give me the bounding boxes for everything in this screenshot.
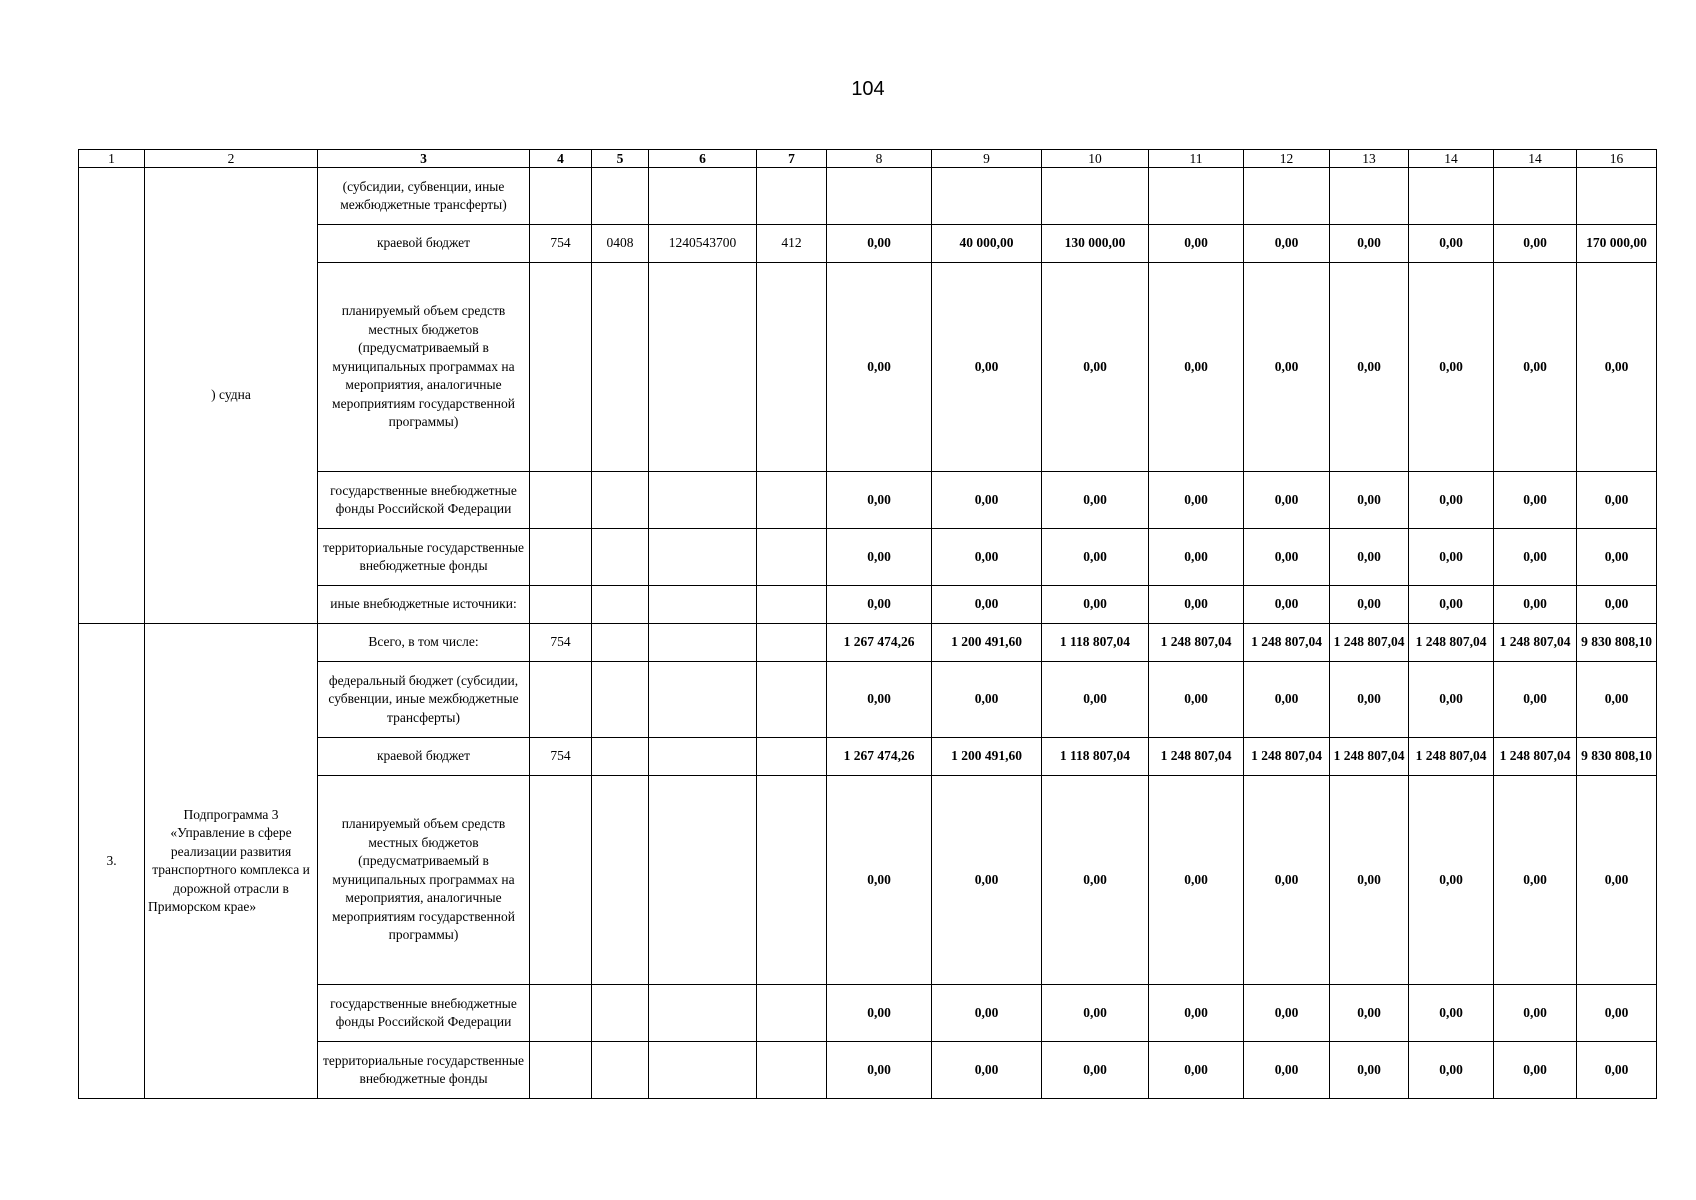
value-cell: 0,00 [1244, 776, 1330, 985]
value-cell: 0,00 [827, 985, 932, 1042]
value-cell: 1 267 474,26 [827, 624, 932, 662]
value-cell: 0,00 [827, 586, 932, 624]
value-cell: 0,00 [1409, 263, 1494, 472]
value-cell: 0,00 [1149, 529, 1244, 586]
code-cell [530, 168, 592, 225]
value-cell [1042, 168, 1149, 225]
value-cell: 0,00 [1494, 225, 1577, 263]
value-cell: 0,00 [1577, 1042, 1657, 1099]
code-cell [530, 586, 592, 624]
value-cell: 0,00 [932, 529, 1042, 586]
code-cell [649, 738, 757, 776]
value-cell [1577, 168, 1657, 225]
value-cell: 0,00 [1042, 472, 1149, 529]
code-cell [757, 985, 827, 1042]
value-cell: 0,00 [1409, 586, 1494, 624]
value-cell: 0,00 [1577, 263, 1657, 472]
value-cell: 0,00 [1244, 586, 1330, 624]
value-cell: 0,00 [1577, 776, 1657, 985]
table-row [79, 624, 1657, 662]
value-cell: 1 248 807,04 [1330, 624, 1409, 662]
funding-source-cell: (субсидии, субвенции, иные межбюджетные трансферты) [318, 168, 530, 225]
header-cell: 14 [1494, 150, 1577, 168]
value-cell: 0,00 [932, 586, 1042, 624]
value-cell: 0,00 [1244, 1042, 1330, 1099]
value-cell: 1 118 807,04 [1042, 624, 1149, 662]
funding-source-cell: государственные внебюджетные фонды Российской Федерации [318, 985, 530, 1042]
value-cell: 0,00 [1330, 985, 1409, 1042]
code-cell [592, 1042, 649, 1099]
value-cell: 0,00 [1244, 529, 1330, 586]
value-cell: 0,00 [1149, 1042, 1244, 1099]
value-cell: 0,00 [1577, 472, 1657, 529]
value-cell [1409, 168, 1494, 225]
value-cell: 0,00 [1409, 225, 1494, 263]
funding-source-cell: иные внебюджетные источники: [318, 586, 530, 624]
value-cell: 1 248 807,04 [1149, 738, 1244, 776]
row-number-cell: 3. [79, 624, 145, 1099]
funding-source-cell: краевой бюджет [318, 225, 530, 263]
funding-source-cell: федеральный бюджет (субсидии, субвенции, иные межбюджетные трансферты) [318, 662, 530, 738]
value-cell: 0,00 [1330, 529, 1409, 586]
value-cell: 0,00 [1330, 225, 1409, 263]
value-cell [1330, 168, 1409, 225]
code-cell [649, 985, 757, 1042]
value-cell: 0,00 [1149, 225, 1244, 263]
code-cell [649, 529, 757, 586]
header-cell: 13 [1330, 150, 1409, 168]
value-cell: 0,00 [1149, 776, 1244, 985]
code-cell [757, 738, 827, 776]
value-cell: 0,00 [1244, 985, 1330, 1042]
value-cell: 0,00 [1409, 662, 1494, 738]
code-cell [530, 1042, 592, 1099]
value-cell: 0,00 [827, 662, 932, 738]
value-cell: 1 118 807,04 [1042, 738, 1149, 776]
code-cell [757, 263, 827, 472]
value-cell: 1 248 807,04 [1244, 738, 1330, 776]
value-cell: 0,00 [1244, 263, 1330, 472]
header-cell: 2 [145, 150, 318, 168]
code-cell [649, 168, 757, 225]
value-cell: 0,00 [1042, 776, 1149, 985]
value-cell: 0,00 [1149, 263, 1244, 472]
value-cell: 0,00 [1494, 776, 1577, 985]
code-cell [757, 1042, 827, 1099]
code-cell [757, 529, 827, 586]
value-cell: 0,00 [827, 529, 932, 586]
value-cell: 0,00 [1244, 662, 1330, 738]
header-cell: 11 [1149, 150, 1244, 168]
value-cell: 0,00 [1577, 529, 1657, 586]
value-cell: 1 248 807,04 [1244, 624, 1330, 662]
code-cell [530, 263, 592, 472]
value-cell: 1 248 807,04 [1409, 624, 1494, 662]
value-cell: 1 267 474,26 [827, 738, 932, 776]
value-cell: 0,00 [1330, 1042, 1409, 1099]
value-cell: 0,00 [1494, 985, 1577, 1042]
value-cell: 0,00 [1042, 985, 1149, 1042]
value-cell: 9 830 808,10 [1577, 738, 1657, 776]
code-cell [649, 586, 757, 624]
value-cell: 0,00 [1494, 586, 1577, 624]
value-cell: 0,00 [1042, 586, 1149, 624]
value-cell: 0,00 [1149, 472, 1244, 529]
value-cell: 0,00 [1330, 263, 1409, 472]
code-cell [592, 738, 649, 776]
code-cell [592, 472, 649, 529]
value-cell: 0,00 [1494, 529, 1577, 586]
header-cell: 10 [1042, 150, 1149, 168]
funding-source-cell: государственные внебюджетные фонды Российской Федерации [318, 472, 530, 529]
code-cell [757, 472, 827, 529]
code-cell [649, 624, 757, 662]
code-cell [592, 529, 649, 586]
value-cell: 1 200 491,60 [932, 738, 1042, 776]
page-number: 104 [851, 78, 885, 100]
code-cell [757, 624, 827, 662]
value-cell: 0,00 [1149, 586, 1244, 624]
value-cell [827, 168, 932, 225]
code-cell [592, 263, 649, 472]
code-cell: 754 [530, 225, 592, 263]
code-cell [530, 472, 592, 529]
code-cell [530, 776, 592, 985]
value-cell: 0,00 [1577, 985, 1657, 1042]
value-cell: 0,00 [932, 1042, 1042, 1099]
value-cell: 130 000,00 [1042, 225, 1149, 263]
code-cell [592, 776, 649, 985]
value-cell: 1 248 807,04 [1149, 624, 1244, 662]
code-cell [530, 662, 592, 738]
code-cell: 754 [530, 738, 592, 776]
value-cell: 0,00 [827, 225, 932, 263]
code-cell [592, 985, 649, 1042]
code-cell [757, 662, 827, 738]
header-cell: 9 [932, 150, 1042, 168]
value-cell: 0,00 [932, 985, 1042, 1042]
code-cell [530, 985, 592, 1042]
value-cell: 0,00 [1494, 662, 1577, 738]
header-cell: 8 [827, 150, 932, 168]
program-name-cell: ) судна [145, 168, 318, 624]
value-cell: 0,00 [1042, 529, 1149, 586]
header-cell: 5 [592, 150, 649, 168]
value-cell: 0,00 [932, 662, 1042, 738]
value-cell: 0,00 [1042, 1042, 1149, 1099]
funding-source-cell: территориальные государственные внебюджетные фонды [318, 529, 530, 586]
value-cell: 0,00 [1042, 263, 1149, 472]
code-cell [592, 662, 649, 738]
value-cell: 0,00 [1149, 985, 1244, 1042]
code-cell: 754 [530, 624, 592, 662]
value-cell: 1 248 807,04 [1494, 738, 1577, 776]
value-cell: 1 248 807,04 [1330, 738, 1409, 776]
header-cell: 1 [79, 150, 145, 168]
funding-source-cell: планируемый объем средств местных бюджетов (предусматриваемый в муниципальных программах на мероприятия, аналогичные мероприятиям государственной программы) [318, 263, 530, 472]
value-cell: 170 000,00 [1577, 225, 1657, 263]
code-cell [592, 168, 649, 225]
funding-source-cell: краевой бюджет [318, 738, 530, 776]
value-cell: 0,00 [932, 263, 1042, 472]
value-cell [1149, 168, 1244, 225]
value-cell: 0,00 [1409, 985, 1494, 1042]
value-cell: 0,00 [827, 776, 932, 985]
code-cell [757, 586, 827, 624]
code-cell [649, 776, 757, 985]
value-cell: 0,00 [1577, 662, 1657, 738]
value-cell: 0,00 [1244, 225, 1330, 263]
value-cell [1244, 168, 1330, 225]
value-cell: 0,00 [1330, 662, 1409, 738]
header-row [79, 150, 1657, 168]
value-cell: 9 830 808,10 [1577, 624, 1657, 662]
code-cell [592, 586, 649, 624]
header-cell: 6 [649, 150, 757, 168]
value-cell: 0,00 [827, 1042, 932, 1099]
value-cell: 0,00 [1409, 1042, 1494, 1099]
code-cell [649, 263, 757, 472]
value-cell: 1 248 807,04 [1494, 624, 1577, 662]
code-cell [649, 1042, 757, 1099]
code-cell [530, 529, 592, 586]
value-cell: 0,00 [1494, 1042, 1577, 1099]
value-cell: 0,00 [1409, 529, 1494, 586]
value-cell: 0,00 [932, 776, 1042, 985]
value-cell: 0,00 [1409, 776, 1494, 985]
code-cell [649, 662, 757, 738]
budget-table [78, 149, 1657, 1099]
value-cell: 0,00 [1330, 776, 1409, 985]
code-cell: 412 [757, 225, 827, 263]
value-cell: 0,00 [1577, 586, 1657, 624]
value-cell [1494, 168, 1577, 225]
code-cell: 0408 [592, 225, 649, 263]
funding-source-cell: планируемый объем средств местных бюджетов (предусматриваемый в муниципальных программах на мероприятия, аналогичные мероприятиям государственной программы) [318, 776, 530, 985]
value-cell [932, 168, 1042, 225]
funding-source-cell: Всего, в том числе: [318, 624, 530, 662]
value-cell: 0,00 [1330, 472, 1409, 529]
header-cell: 14 [1409, 150, 1494, 168]
table-row [79, 168, 1657, 225]
value-cell: 0,00 [1244, 472, 1330, 529]
value-cell: 0,00 [1409, 472, 1494, 529]
value-cell: 0,00 [1042, 662, 1149, 738]
header-cell: 3 [318, 150, 530, 168]
value-cell: 0,00 [827, 472, 932, 529]
code-cell [757, 776, 827, 985]
program-name-cell: Подпрограмма 3 «Управление в сфере реализации развития транспортного комплекса и дорожной отрасли в Приморском крае» [145, 624, 318, 1099]
value-cell: 0,00 [1149, 662, 1244, 738]
header-cell: 16 [1577, 150, 1657, 168]
value-cell: 0,00 [1494, 263, 1577, 472]
row-number-cell [79, 168, 145, 624]
header-cell: 4 [530, 150, 592, 168]
value-cell: 1 248 807,04 [1409, 738, 1494, 776]
header-cell: 12 [1244, 150, 1330, 168]
value-cell: 0,00 [827, 263, 932, 472]
value-cell: 1 200 491,60 [932, 624, 1042, 662]
code-cell [757, 168, 827, 225]
code-cell: 1240543700 [649, 225, 757, 263]
value-cell: 0,00 [1330, 586, 1409, 624]
code-cell [649, 472, 757, 529]
value-cell: 0,00 [932, 472, 1042, 529]
funding-source-cell: территориальные государственные внебюджетные фонды [318, 1042, 530, 1099]
value-cell: 0,00 [1494, 472, 1577, 529]
value-cell: 40 000,00 [932, 225, 1042, 263]
code-cell [592, 624, 649, 662]
header-cell: 7 [757, 150, 827, 168]
